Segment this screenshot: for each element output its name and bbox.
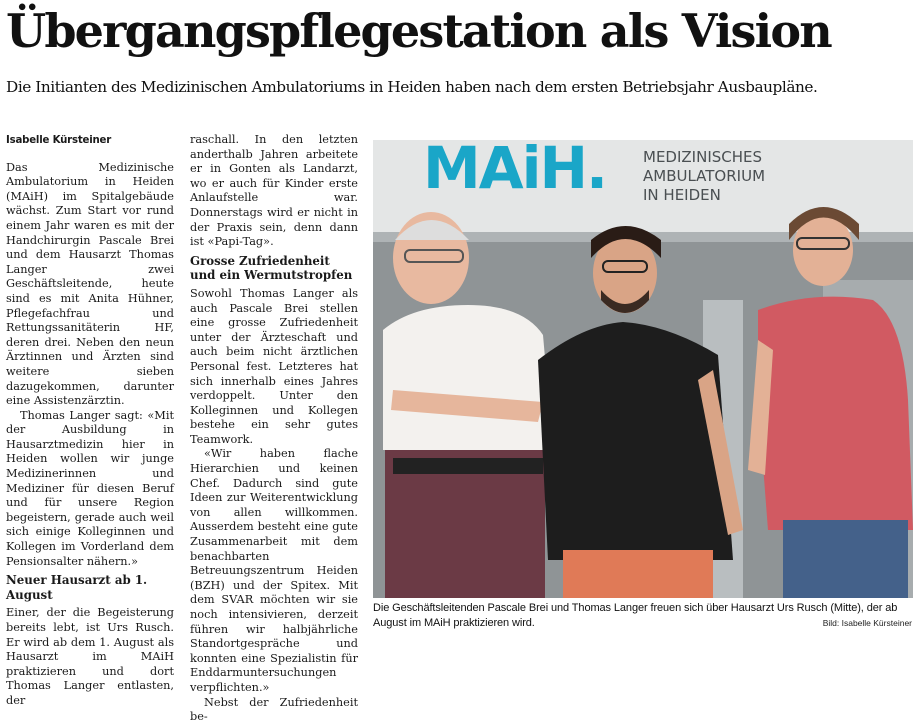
subheading: Grosse Zufriedenheit und ein Wermutstropfen [190,253,353,283]
subheading: Neuer Hausarzt ab 1. August [6,573,148,602]
paragraph: Einer, der die Begeisterung bereits lebt, ist Urs Rusch. Er wird ab dem 1. August als Hausarzt im MAiH praktizieren und dort Thomas Langer entlasten, der [6,606,174,707]
photo-credit: Bild: Isabelle Kürsteiner [822,618,912,628]
sign-line-1: MEDIZINISCHES [643,148,763,166]
author-byline: Isabelle Kürsteiner [6,135,112,146]
paragraph: Das Medizinische Ambulatorium in Heiden (MAiH) im Spitalgebäude wächst. Zum Start vor rund einem Jahr waren es mit der Handchirurgin Pascale Brei und dem Hausarzt Thomas Langer zwei Geschäftsleitende, heute sind es mit Anita Hühner, Pflegefachfrau und Rettungssanitäterin HF, deren drei. Neben den neun Ärztinnen und Ärzten sind weitere sieben dazugekommen, darunter eine Assistenzärztin. [6,160,174,408]
paragraph: Sowohl Thomas Langer als auch Pascale Brei stellen eine grosse Zufriedenheit unter der Ärzteschaft und auch beim nicht ärztlichen Personal fest. Letzteres hat sich innerhalb eines Jahres verdoppelt. Unter den Kolleginnen und Kollegen bestehe ein sehr gutes Teamwork. [190,286,358,446]
paragraph: Nebst der Zufriedenheit be- [190,695,358,724]
photo-illustration [373,140,913,598]
article-column-2 [190,133,358,725]
sign-line-2: AMBULATORIUM [643,167,766,185]
paragraph: Thomas Langer sagt: «Mit der Ausbildung in Hausarztmedizin hier in Heiden wollen wir junge Medizinerinnen und Mediziner für diesen Beruf und für unsere Region begeistern, gerade auch weil sich einige Kolleginnen und Kollegen im Vorderland dem Pensionsalter nähern.» [6,408,174,568]
sign-line-3: IN HEIDEN [643,186,721,204]
paragraph: «Wir haben flache Hierarchien und keinen Chef. Dadurch sind gute Ideen zur Weiterentwicklung von allen willkommen. Ausserdem besteht eine gute Zusammenarbeit mit dem benachbarten Betreuungszentrum Heiden (BZH) und der Spitex. Mit dem SVAR möchten wir sie noch intensivieren, derzeit führen wir halbjährliche Standortgespräche und konnten eine Spezialistin für Enddarmuntersuchungen verpflichten.» [190,447,358,694]
article-column-1 [6,130,174,709]
paragraph: raschall. In den letzten anderthalb Jahren arbeitete er in Gonten als Landarzt, wo er auch für Kinder erste Anlaufstelle war. Donnerstags wird er nicht in der Praxis sein, denn dann ist «Papi-Tag». [190,133,358,249]
lead-text: Die Initianten des Medizinischen Ambulatoriums in Heiden haben nach dem ersten Betriebsjahr Ausbaupläne. [6,78,818,96]
photo-caption: Die Geschäftsleitenden Pascale Brei und Thomas Langer freuen sich über Hausarzt Urs Rusch (Mitte), der ab August im MAiH praktizieren wird. [373,602,898,629]
article-photo [373,140,913,598]
headline: Übergangspflegestation als Vision [6,4,831,58]
sign-logo: MAiH. [423,140,607,202]
